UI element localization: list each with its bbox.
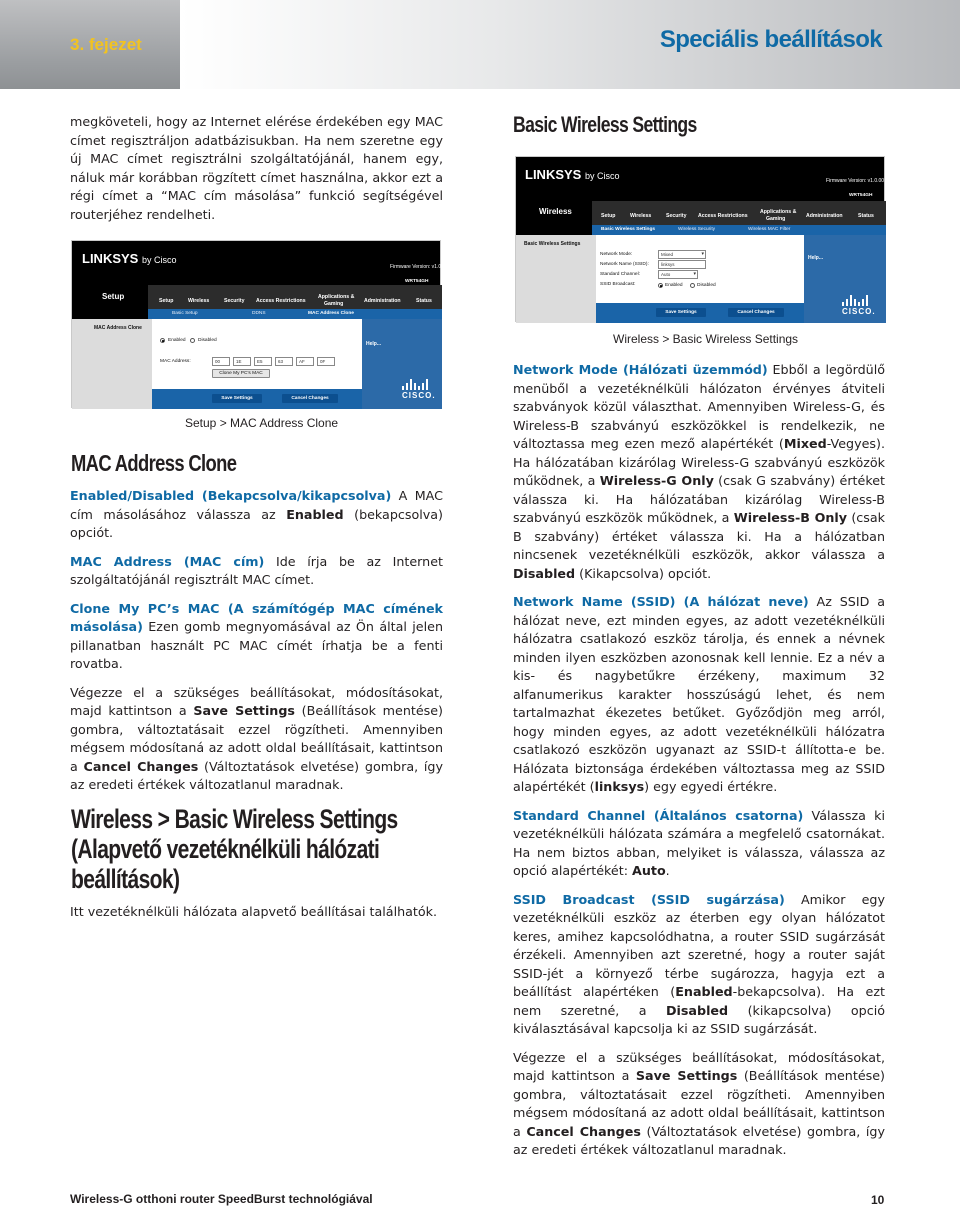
- subnav-basic-wireless[interactable]: Basic Wireless Settings: [601, 227, 656, 232]
- mac-octet-4[interactable]: 63: [275, 357, 293, 366]
- caption-basic-wireless: Wireless > Basic Wireless Settings: [613, 332, 799, 346]
- screenshot-mac-clone: [71, 240, 449, 408]
- firmware-version: Firmware Version: v1.0.00: [390, 264, 449, 270]
- help-link[interactable]: Help...: [366, 341, 382, 347]
- text-span: (kikapcsolva) opció kiválasztásával kapcsolja ki az SSID sugárzását.: [513, 1002, 885, 1036]
- text-span: (csak G szabvány) értéket válassza ki. Ha hálózatában kizárólag Wireless-B szabványú eszközök működnek, a: [513, 473, 885, 525]
- standard-channel-select[interactable]: [658, 270, 698, 279]
- nav-gaming[interactable]: Gaming: [324, 301, 344, 307]
- para-network-mode: [513, 361, 885, 583]
- screenshot-basic-wireless: [515, 156, 885, 322]
- bold-span: Mixed: [783, 436, 827, 451]
- bold-span: Wireless-G Only: [599, 473, 714, 488]
- subnav-ddns[interactable]: DDNS: [252, 311, 266, 316]
- logo-text: LINKSYS: [525, 167, 582, 182]
- nav-setup[interactable]: Setup: [601, 213, 616, 219]
- para-save-cancel-right: [513, 1049, 885, 1160]
- router-section-block: [72, 285, 148, 319]
- right-body: [513, 361, 885, 1170]
- cisco-logo-bars: [402, 378, 430, 390]
- subnav-basic-setup[interactable]: Basic Setup: [172, 311, 198, 316]
- nav-gaming[interactable]: Gaming: [766, 216, 786, 222]
- router-left-panel: [516, 235, 596, 323]
- caption-mac-clone: Setup > MAC Address Clone: [185, 416, 339, 430]
- bold-span: Save Settings: [193, 703, 295, 718]
- nav-access-restrictions[interactable]: Access Restrictions: [256, 298, 306, 304]
- router-nav-bar: [148, 285, 442, 309]
- text-span: -Vegyes). Ha hálózatában kizárólag Wireless-G szabványú eszközök működnek, a: [513, 436, 885, 488]
- cisco-logo: CISCO.: [402, 391, 436, 400]
- text-span: (Változtatások elvetése) gombra, így az eredeti értékek változatlanul maradnak.: [513, 1123, 885, 1157]
- broadcast-enabled-radio[interactable]: [658, 283, 663, 288]
- text-span: Végezze el a szükséges beállításokat, módosításokat, majd kattintson a: [513, 1049, 885, 1083]
- para-standard-channel: [513, 807, 885, 881]
- para-save-cancel: [70, 684, 443, 795]
- text-span: (Beállítások mentése) gombra, változtatásait ezzel rögzítheti. Amennyiben mégsem módosítaná az adott oldal beállításait, kattintson a: [513, 1068, 885, 1139]
- nav-status[interactable]: Status: [858, 213, 874, 219]
- lead-mac-address: MAC Address (MAC cím): [70, 553, 265, 569]
- text-span: Az SSID a hálózat neve, ezt minden egyes, az adott vezetéknélküli hálózatra csatlakozó eszköz tárolja, és ennek a névnek minden ilyen eszközben azonosnak kell lennie. Ez a név a kis- és nagybetűkre érzékeny, maximum 32 alfanumerikus karakter hosszúságú lehet, és nem tartalmazhat ékezetes betűket. Győződjön meg arról, hogy minden egyes, az adott vezetéknélküli hálózatra csatlakozó eszközön ugyanazt az SSID-t állította-e be. Hálózata biztonsága érdekében változtassa meg az SSID alapértékét (: [513, 594, 885, 794]
- ssid-label: Network Name (SSID):: [600, 262, 649, 267]
- ssid-broadcast-label: SSID Broadcast:: [600, 282, 636, 287]
- mac-octet-5[interactable]: AF: [296, 357, 314, 366]
- text-span: Ebből a legördülő menüből a vezetéknélküli hálózaton érvényes átviteli szabványok közül választhat. Amennyiben Wireless-G, és Wireless-B szabványú eszközökkel is rendelkezik, ne változtassa meg ezen mező alapértékét (: [513, 362, 885, 451]
- cisco-logo: CISCO.: [842, 307, 876, 316]
- nav-access-restrictions[interactable]: Access Restrictions: [698, 213, 748, 219]
- lead-enabled-disabled: Enabled/Disabled (Bekapcsolva/kikapcsolva): [70, 488, 392, 503]
- intro-text: megköveteli, hogy az Internet elérése érdekében egy MAC címet regisztráljon adatbázisukban. Ha nem szeretne egy új MAC címet regisztrálni szolgáltatójánál, hanem egy, náluk már korábban rögzített címet használna, akkor ezt a régi címet a “MAC cím másolása” funkció segítségével routerjéhez rendelheti.: [70, 114, 443, 222]
- bold-span: Auto: [632, 863, 666, 878]
- text-span: (csak B szabvány) értéket válassza ki. Ha a hálózatban nincsenek vezetéknélküli eszközök, akkor válassza a: [513, 510, 885, 562]
- save-settings-button[interactable]: Save Settings: [656, 308, 706, 317]
- panel-title: Basic Wireless Settings: [524, 241, 581, 247]
- chapter-label: 3. fejezet: [70, 35, 142, 54]
- bold-span: Disabled: [513, 565, 576, 581]
- text-span: Ezen gomb megnyomásával az Ön által jelen pillanatban használt PC MAC címét írhatja be a fenti rovatba.: [70, 619, 443, 671]
- nav-security[interactable]: Security: [666, 213, 687, 219]
- page-header: [0, 0, 960, 89]
- logo-by-text: by Cisco: [141, 255, 177, 265]
- bold-span: Wireless-B Only: [733, 510, 848, 525]
- logo-by-text: by Cisco: [584, 171, 620, 181]
- network-mode-value: Mixed: [661, 252, 674, 257]
- bold-span: linksys: [594, 779, 645, 794]
- broadcast-enabled-label: Enabled: [665, 283, 683, 288]
- mac-address-label: MAC Address:: [160, 359, 191, 364]
- cisco-logo-bars: [842, 294, 870, 306]
- lead-network-mode: Network Mode (Hálózati üzemmód): [513, 362, 768, 377]
- router-section-title: Wireless: [539, 207, 572, 216]
- section-title: Speciális beállítások: [659, 26, 882, 53]
- text-span: -bekapcsolva). Ha ezt nem szeretné, a: [513, 984, 885, 1018]
- broadcast-disabled-radio[interactable]: [690, 283, 695, 288]
- panel-title: MAC Address Clone: [94, 325, 142, 331]
- text-span: Ide írja be az Internet szolgáltatójánál regisztrált MAC címet.: [70, 553, 444, 587]
- clone-mac-button[interactable]: Clone My PC's MAC: [212, 369, 270, 378]
- heading-basic-wireless-settings: Basic Wireless Settings: [513, 112, 697, 137]
- bold-span: Enabled: [675, 984, 733, 999]
- heading-mac-address-clone: MAC Address Clone: [71, 450, 237, 476]
- cancel-changes-button[interactable]: Cancel Changes: [282, 394, 338, 403]
- text-span: Végezze el a szükséges beállításokat, módosításokat, majd kattintson a: [70, 684, 443, 718]
- nav-wireless[interactable]: Wireless: [188, 298, 210, 304]
- lead-ssid-broadcast: SSID Broadcast (SSID sugárzása): [513, 891, 785, 907]
- nav-applications[interactable]: Applications &: [760, 209, 797, 215]
- footer-title: Wireless-G otthoni router SpeedBurst technológiával: [70, 1192, 373, 1206]
- cancel-changes-button[interactable]: Cancel Changes: [728, 308, 784, 317]
- nav-applications[interactable]: Applications &: [318, 294, 355, 300]
- ssid-input[interactable]: linksys: [658, 260, 706, 269]
- help-link[interactable]: Help...: [808, 255, 824, 261]
- router-model: WRT54GH: [405, 279, 429, 284]
- para-wireless-intro: [70, 903, 450, 922]
- para-ssid-broadcast: [513, 891, 885, 1039]
- text-span: (bekapcsolva) opciót.: [70, 506, 443, 540]
- left-body: [70, 487, 443, 805]
- text-span: A MAC cím másolásához válassza az: [70, 488, 444, 522]
- nav-administration[interactable]: Administration: [364, 298, 401, 304]
- nav-wireless[interactable]: Wireless: [630, 213, 652, 219]
- lead-standard-channel: Standard Channel (Általános csatorna): [513, 807, 804, 823]
- disabled-radio[interactable]: [190, 338, 195, 343]
- text-span: Válassza ki vezetéknélküli hálózata számára a megfelelő csatornákat. Ha nem biztos abban, melyiket is válassza, válassza az opció alapértékét:: [513, 807, 885, 878]
- firmware-version: Firmware Version: v1.0.00: [826, 178, 885, 184]
- broadcast-disabled-label: Disabled: [697, 283, 716, 288]
- router-section-title: Setup: [102, 292, 125, 301]
- bold-span: Cancel Changes: [526, 1123, 641, 1139]
- text-span: (Beállítások mentése) gombra, változtatásait ezzel rögzítheti. Amennyiben mégsem módosítaná az adott oldal beállításait, kattintson a: [70, 703, 444, 774]
- text-span: (Változtatások elvetése) gombra, így az eredeti értékek változatlanul maradnak.: [70, 758, 443, 792]
- subnav-wireless-mac-filter[interactable]: Wireless MAC Filter: [748, 227, 791, 232]
- text-span: Itt vezetéknélküli hálózata alapvető beállításai találhatók.: [70, 904, 438, 919]
- text-span: (Kikapcsolva) opciót.: [575, 565, 712, 581]
- bold-span: Save Settings: [635, 1068, 738, 1083]
- router-model: WRT54GH: [849, 193, 873, 198]
- intro-paragraph: [70, 113, 443, 224]
- text-span: ) egy egyedi értékre.: [644, 779, 778, 794]
- para-network-name: [513, 593, 885, 797]
- mac-octet-6[interactable]: 0F: [317, 357, 335, 366]
- para-clone-mac: [70, 600, 443, 674]
- linksys-logo: [525, 167, 619, 182]
- mac-octet-2[interactable]: 1E: [233, 357, 251, 366]
- network-mode-select[interactable]: [658, 250, 706, 259]
- heading-wireless-basic-1: Wireless > Basic Wireless Settings: [71, 804, 398, 834]
- lead-network-name: Network Name (SSID) (A hálózat neve): [513, 594, 809, 609]
- logo-text: LINKSYS: [82, 251, 139, 266]
- heading-wireless-basic-2: (Alapvető vezetéknélküli hálózati: [71, 834, 380, 864]
- disabled-label: Disabled: [198, 338, 217, 343]
- nav-status[interactable]: Status: [416, 298, 432, 304]
- text-span: Amikor egy vezetéknélküli eszköz az éterben egy olyan hálózatot keres, amihez kapcsolódhatna, a router SSID sugárzását érzékeli. Amennyiben azt szeretné, hogy a router saját SSID-jét a környező térbe sugározza, hagyja ezt a beállítást alapértéken (: [513, 891, 885, 999]
- lead-clone-mac: Clone My PC’s MAC (A számítógép MAC címének másolása): [70, 600, 443, 634]
- bold-span: Enabled: [286, 506, 344, 522]
- mac-octet-3[interactable]: E5: [254, 357, 272, 366]
- mac-octet-1[interactable]: 00: [212, 357, 230, 366]
- router-left-panel: [72, 319, 152, 409]
- linksys-logo: [82, 251, 176, 266]
- network-mode-label: Network Mode:: [600, 252, 633, 257]
- save-settings-button[interactable]: Save Settings: [212, 394, 262, 403]
- chevron-down-icon: ▾: [701, 251, 704, 257]
- enabled-label: Enabled: [168, 338, 186, 343]
- text-span: .: [665, 863, 670, 878]
- nav-setup[interactable]: Setup: [159, 298, 174, 304]
- subnav-wireless-security[interactable]: Wireless Security: [678, 227, 716, 232]
- subnav-mac-clone[interactable]: MAC Address Clone: [308, 311, 354, 316]
- bold-span: Cancel Changes: [83, 758, 199, 774]
- nav-administration[interactable]: Administration: [806, 213, 843, 219]
- page-number: 10: [871, 1193, 885, 1207]
- enabled-radio[interactable]: [160, 338, 165, 343]
- para-mac-address: [70, 553, 443, 590]
- nav-security[interactable]: Security: [224, 298, 245, 304]
- heading-wireless-basic-3: beállítások): [71, 864, 180, 894]
- chevron-down-icon: ▾: [693, 271, 696, 277]
- para-enabled-disabled: [70, 487, 443, 543]
- bold-span: Disabled: [666, 1002, 729, 1018]
- standard-channel-label: Standard Channel:: [600, 272, 641, 277]
- standard-channel-value: Auto: [661, 272, 671, 277]
